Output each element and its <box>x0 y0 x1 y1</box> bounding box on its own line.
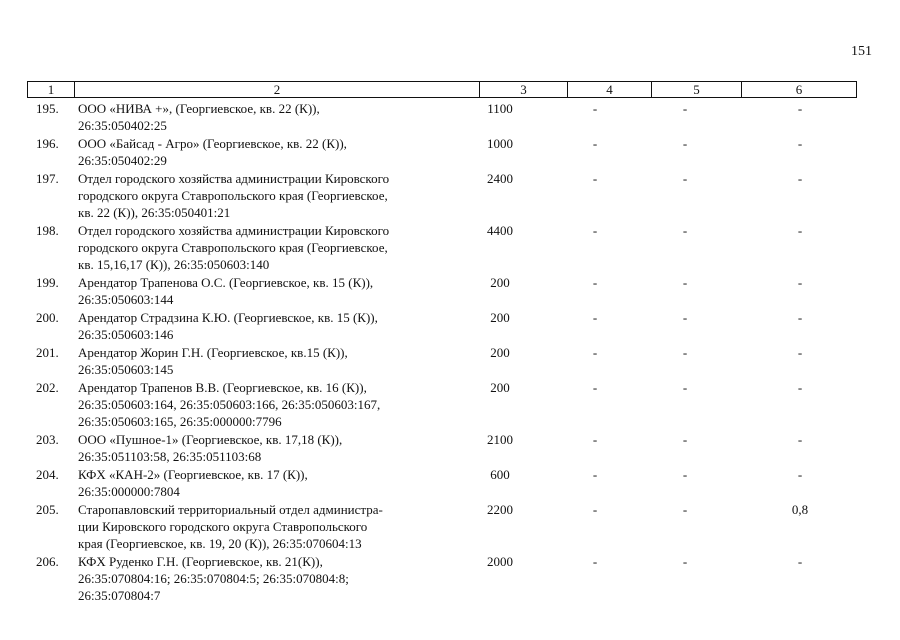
row-col-5: - <box>682 310 688 325</box>
row-description: ООО «НИВА +», (Георгиевское, кв. 22 (К)), 26:35:050402:25 <box>78 101 320 133</box>
row-col-5: - <box>682 171 688 186</box>
row-description: ООО «Байсад - Агро» (Георгиевское, кв. 22 (К)), 26:35:050402:29 <box>78 136 347 168</box>
row-col-3: 1000 <box>487 136 513 151</box>
row-number: 196. <box>36 136 59 151</box>
row-description: Отдел городского хозяйства администрации Кировского городского округа Ставропольского края (Георгиевское, кв. 22 (К)), 26:35:050401:21 <box>78 171 390 220</box>
row-number: 199. <box>36 275 59 290</box>
table-row <box>0 431 900 466</box>
row-description: Арендатор Жорин Г.Н. (Георгиевское, кв.15 (К)), 26:35:050603:145 <box>78 345 348 377</box>
row-number: 195. <box>36 101 59 116</box>
row-number: 198. <box>36 223 59 238</box>
header-col-5: 5 <box>652 82 742 97</box>
row-description: КФХ «КАН-2» (Георгиевское, кв. 17 (К)), 26:35:000000:7804 <box>78 467 308 499</box>
row-description: Арендатор Трапенова О.С. (Георгиевское, кв. 15 (К)), 26:35:050603:144 <box>78 275 374 307</box>
row-col-3: 2200 <box>487 502 513 517</box>
row-col-3: 600 <box>490 467 510 482</box>
row-col-4: - <box>592 502 598 517</box>
row-col-4: - <box>592 171 598 186</box>
row-col-4: - <box>592 275 598 290</box>
table-header <box>27 81 857 98</box>
row-col-3: 4400 <box>487 223 513 238</box>
row-col-5: - <box>682 432 688 447</box>
header-col-4: 4 <box>568 82 652 97</box>
row-col-6: - <box>797 275 803 290</box>
row-col-4: - <box>592 310 598 325</box>
row-col-3: 200 <box>490 380 510 395</box>
row-description: КФХ Руденко Г.Н. (Георгиевское, кв. 21(К)), 26:35:070804:16; 26:35:070804:5; 26:35:070804:8; 26:35:070804:7 <box>78 554 349 603</box>
row-description: Отдел городского хозяйства администрации Кировского городского округа Ставропольского края (Георгиевское, кв. 15,16,17 (К)), 26:35:050603:140 <box>78 223 390 272</box>
row-col-6: - <box>797 136 803 151</box>
header-col-3: 3 <box>480 82 568 97</box>
row-col-4: - <box>592 345 598 360</box>
row-col-4: - <box>592 554 598 569</box>
row-col-3: 2000 <box>487 554 513 569</box>
row-col-5: - <box>682 275 688 290</box>
row-col-5: - <box>682 502 688 517</box>
row-description: ООО «Пушное-1» (Георгиевское, кв. 17,18 (К)), 26:35:051103:58, 26:35:051103:68 <box>78 432 343 464</box>
row-col-6: - <box>797 467 803 482</box>
table-row <box>0 379 900 431</box>
row-number: 197. <box>36 171 59 186</box>
table-row <box>0 344 900 379</box>
row-number: 206. <box>36 554 59 569</box>
row-col-5: - <box>682 101 688 116</box>
row-col-4: - <box>592 223 598 238</box>
row-col-4: - <box>592 101 598 116</box>
row-col-6: 0,8 <box>791 502 809 517</box>
row-number: 200. <box>36 310 59 325</box>
row-col-6: - <box>797 554 803 569</box>
row-col-3: 200 <box>490 275 510 290</box>
row-col-6: - <box>797 171 803 186</box>
row-col-6: - <box>797 223 803 238</box>
row-col-3: 2100 <box>487 432 513 447</box>
row-col-5: - <box>682 467 688 482</box>
row-number: 204. <box>36 467 59 482</box>
row-number: 203. <box>36 432 59 447</box>
header-col-6: 6 <box>795 82 803 97</box>
table-row <box>0 309 900 344</box>
row-description: Арендатор Трапенов В.В. (Георгиевское, кв. 16 (К)), 26:35:050603:164, 26:35:050603:166, 26:35:050603:167, 26:35:050603:165, 26:35:000000:7796 <box>78 380 381 429</box>
table-row <box>0 100 900 135</box>
header-col-2: 2 <box>75 82 480 97</box>
row-number: 202. <box>36 380 59 395</box>
table-row <box>0 501 900 553</box>
table-body <box>0 100 900 605</box>
row-number: 201. <box>36 345 59 360</box>
row-col-3: 1100 <box>487 101 513 116</box>
header-col-1: 1 <box>28 82 75 97</box>
table-row <box>0 170 900 222</box>
row-col-3: 200 <box>490 310 510 325</box>
row-col-6: - <box>797 101 803 116</box>
row-col-5: - <box>682 554 688 569</box>
row-description: Старопавловский территориальный отдел администра- ции Кировского городского округа Ставропольского края (Георгиевское, кв. 19, 20 (К)), 26:35:070604:13 <box>78 502 383 551</box>
row-col-3: 200 <box>490 345 510 360</box>
table-row <box>0 222 900 274</box>
row-col-6: - <box>797 310 803 325</box>
row-col-3: 2400 <box>487 171 513 186</box>
table-row <box>0 553 900 605</box>
table-row <box>0 135 900 170</box>
page-number: 151 <box>851 44 872 59</box>
row-number: 205. <box>36 502 59 517</box>
row-col-4: - <box>592 136 598 151</box>
row-col-6: - <box>797 380 803 395</box>
table-row <box>0 274 900 309</box>
row-col-6: - <box>797 345 803 360</box>
table-row <box>0 466 900 501</box>
row-col-4: - <box>592 432 598 447</box>
row-col-4: - <box>592 467 598 482</box>
row-col-5: - <box>682 380 688 395</box>
row-col-4: - <box>592 380 598 395</box>
row-col-5: - <box>682 345 688 360</box>
row-description: Арендатор Страдзина К.Ю. (Георгиевское, кв. 15 (К)), 26:35:050603:146 <box>78 310 378 342</box>
row-col-6: - <box>797 432 803 447</box>
row-col-5: - <box>682 223 688 238</box>
row-col-5: - <box>682 136 688 151</box>
